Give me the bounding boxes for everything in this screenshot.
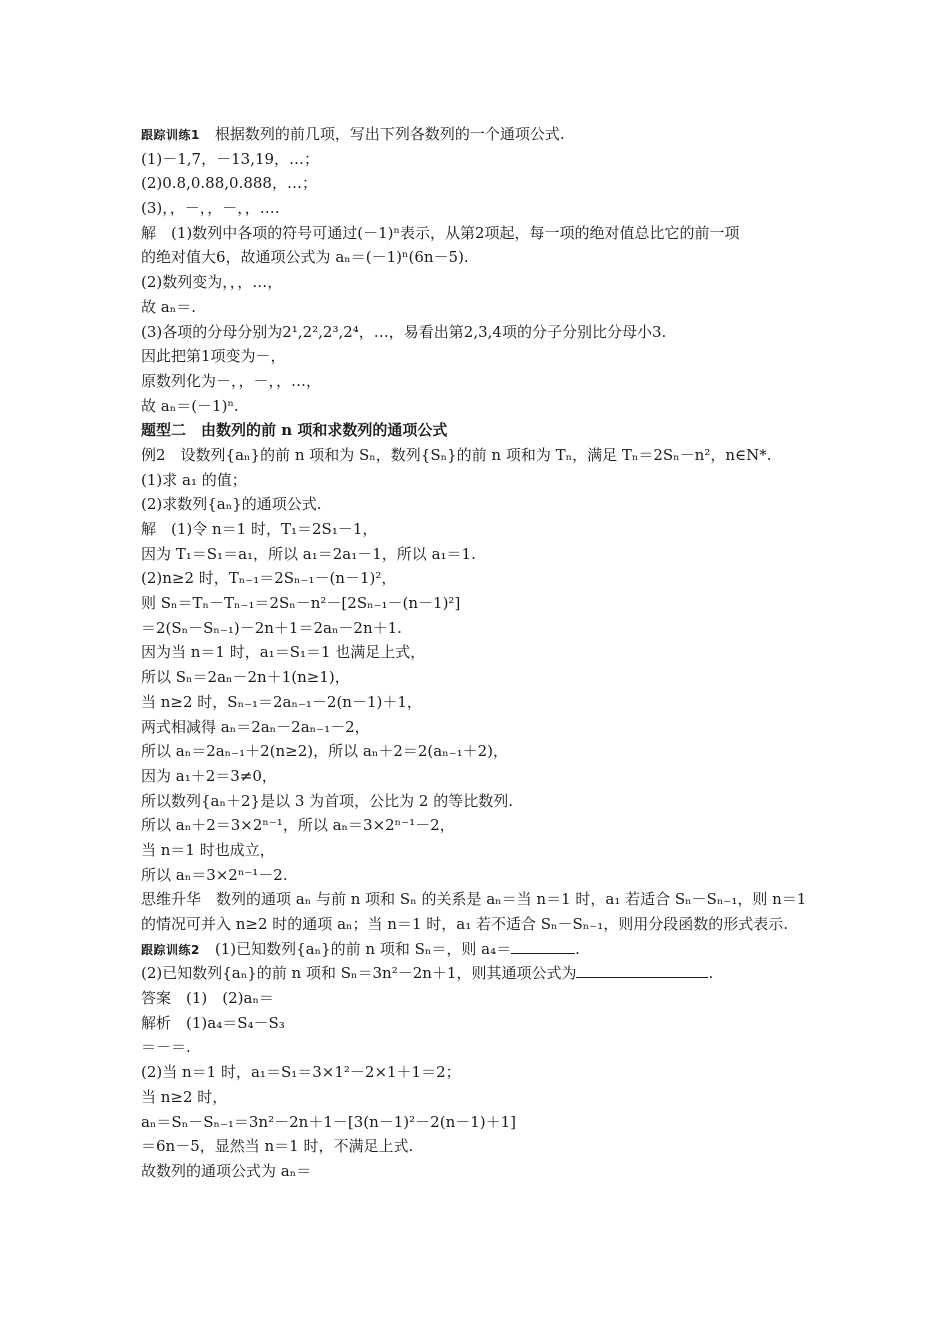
line-text: 根据数列的前几项，写出下列各数列的一个通项公式. <box>199 125 565 143</box>
line-text: 的情况可并入 n≥2 时的通项 aₙ；当 n＝1 时，a₁ 若不适合 Sₙ－Sₙ₋₁，则用分段函数的形式表示. <box>141 915 788 933</box>
line-text: 解 (1)令 n＝1 时，T₁＝2S₁－1， <box>141 520 378 538</box>
line-text: 原数列化为－，，－，，…， <box>141 371 322 390</box>
line-text: aₙ＝Sₙ－Sₙ₋₁＝3n²－2n＋1－[3(n－1)²－2(n－1)＋1] <box>141 1112 517 1131</box>
text-line <box>141 566 821 591</box>
text-line <box>141 171 821 196</box>
text-line <box>141 690 821 715</box>
line-text: (2)求数列{aₙ}的通项公式. <box>141 495 322 514</box>
line-text: ＝－＝. <box>141 1038 191 1057</box>
text-line <box>141 838 821 863</box>
line-text: 因为当 n＝1 时，a₁＝S₁＝1 也满足上式， <box>141 643 426 662</box>
text-line <box>141 196 821 221</box>
line-text: (1)已知数列{aₙ}的前 n 项和 Sₙ＝，则 a₄＝ <box>199 939 512 958</box>
text-line <box>141 813 821 838</box>
text-line <box>141 122 821 147</box>
text-line <box>141 320 821 345</box>
line-text: 所以数列{aₙ＋2}是以 3 为首项，公比为 2 的等比数列. <box>141 791 513 810</box>
line-text: 所以 aₙ＝3×2ⁿ⁻¹－2. <box>141 865 288 884</box>
text-line <box>141 887 821 912</box>
line-text: 两式相减得 aₙ＝2aₙ－2aₙ₋₁－2， <box>141 717 370 736</box>
text-line <box>141 863 821 888</box>
text-line <box>141 1159 821 1184</box>
text-line <box>141 1085 821 1110</box>
line-text: 所以 aₙ＝2aₙ₋₁＋2(n≥2)，所以 aₙ＋2＝2(aₙ₋₁＋2)， <box>141 742 509 761</box>
line-text: 故数列的通项公式为 aₙ＝ <box>141 1161 312 1180</box>
line-text: 故 aₙ＝(－1)ⁿ. <box>141 396 239 415</box>
text-line <box>141 344 821 369</box>
text-line <box>141 764 821 789</box>
line-text: ＝6n－5，显然当 n＝1 时，不满足上式. <box>141 1137 414 1156</box>
text-line <box>141 147 821 172</box>
section-heading <box>141 418 821 443</box>
text-line <box>141 640 821 665</box>
line-text: 解 (1)数列中各项的符号可通过(－1)ⁿ表示，从第2项起，每一项的绝对值总比它的前一项 <box>141 223 740 242</box>
line-text: 则 Sₙ＝Tₙ－Tₙ₋₁＝2Sₙ－n²－[2Sₙ₋₁－(n－1)²] <box>141 594 461 613</box>
line-text: 当 n≥2 时， <box>141 1087 228 1106</box>
line-text: 故 aₙ＝. <box>141 297 196 316</box>
line-punct: . <box>575 939 580 958</box>
line-text: 因为 T₁＝S₁＝a₁，所以 a₁＝2a₁－1，所以 a₁＝1. <box>141 544 476 563</box>
text-line <box>141 245 821 270</box>
answer-blank <box>511 938 575 954</box>
answer-blank <box>576 962 708 978</box>
document-body <box>141 122 821 1184</box>
line-text: 当 n≥2 时，Sₙ₋₁＝2aₙ₋₁－2(n－1)＋1， <box>141 692 422 711</box>
text-line <box>141 912 821 937</box>
line-text: 解析 (1)a₄＝S₄－S₃ <box>141 1013 285 1032</box>
text-line <box>141 517 821 542</box>
text-line <box>141 789 821 814</box>
text-line <box>141 468 821 493</box>
line-text: (2)n≥2 时，Tₙ₋₁＝2Sₙ₋₁－(n－1)²， <box>141 569 397 588</box>
text-line <box>141 616 821 641</box>
line-text: 题型二 由数列的前 n 项和求数列的通项公式 <box>141 421 448 440</box>
line-text: (3)各项的分母分别为2¹,2²,2³,2⁴，…，易看出第2,3,4项的分子分别比分母小3. <box>141 322 667 341</box>
line-text: ＝2(Sₙ－Sₙ₋₁)－2n＋1＝2aₙ－2n＋1. <box>141 618 402 637</box>
text-line <box>141 937 821 962</box>
line-text: (1)求 a₁ 的值； <box>141 470 247 489</box>
line-text: (2)数列变为，，，…， <box>141 273 283 292</box>
text-line <box>141 1035 821 1060</box>
line-text: 因此把第1项变为－， <box>141 347 286 366</box>
line-text: (2)当 n＝1 时，a₁＝S₁＝3×1²－2×1＋1＝2； <box>141 1063 461 1082</box>
text-line <box>141 715 821 740</box>
line-text: (2)已知数列{aₙ}的前 n 项和 Sₙ＝3n²－2n＋1，则其通项公式为 <box>141 964 577 983</box>
text-line <box>141 1134 821 1159</box>
text-line <box>141 591 821 616</box>
exercise-tag: 跟踪训练2 <box>141 942 200 957</box>
text-line <box>141 542 821 567</box>
text-line <box>141 1011 821 1036</box>
exercise-tag: 跟踪训练1 <box>141 128 200 142</box>
line-text: (3)，，－，，－，，…. <box>141 199 280 218</box>
text-line <box>141 394 821 419</box>
text-line <box>141 1060 821 1085</box>
line-text: 当 n＝1 时也成立， <box>141 840 275 859</box>
line-text: (1)－1,7，－13,19，…； <box>141 149 320 168</box>
text-line <box>141 665 821 690</box>
text-line <box>141 1110 821 1135</box>
text-line <box>141 961 821 986</box>
line-text: 答案 (1) (2)aₙ＝ <box>141 989 274 1008</box>
line-text: (2)0.8,0.88,0.888，…； <box>141 174 317 193</box>
line-text: 所以 Sₙ＝2aₙ－2n＋1(n≥1)， <box>141 668 350 687</box>
text-line <box>141 295 821 320</box>
text-line <box>141 739 821 764</box>
line-text: 例2 设数列{aₙ}的前 n 项和为 Sₙ，数列{Sₙ}的前 n 项和为 Tₙ，满足 Tₙ＝2Sₙ－n²，n∈N*. <box>141 445 772 464</box>
line-punct: . <box>708 964 714 983</box>
text-line <box>141 443 821 468</box>
text-line <box>141 986 821 1011</box>
line-text: 的绝对值大6，故通项公式为 aₙ＝(－1)ⁿ(6n－5). <box>141 248 469 267</box>
line-text: 所以 aₙ＋2＝3×2ⁿ⁻¹，所以 aₙ＝3×2ⁿ⁻¹－2， <box>141 816 455 835</box>
line-text: 因为 a₁＋2＝3≠0， <box>141 766 277 785</box>
text-line <box>141 369 821 394</box>
text-line <box>141 221 821 246</box>
text-line <box>141 492 821 517</box>
text-line <box>141 270 821 295</box>
line-text: 思维升华 数列的通项 aₙ 与前 n 项和 Sₙ 的关系是 aₙ＝当 n＝1 时，a₁ 若适合 Sₙ－Sₙ₋₁，则 n＝1 <box>141 890 807 909</box>
